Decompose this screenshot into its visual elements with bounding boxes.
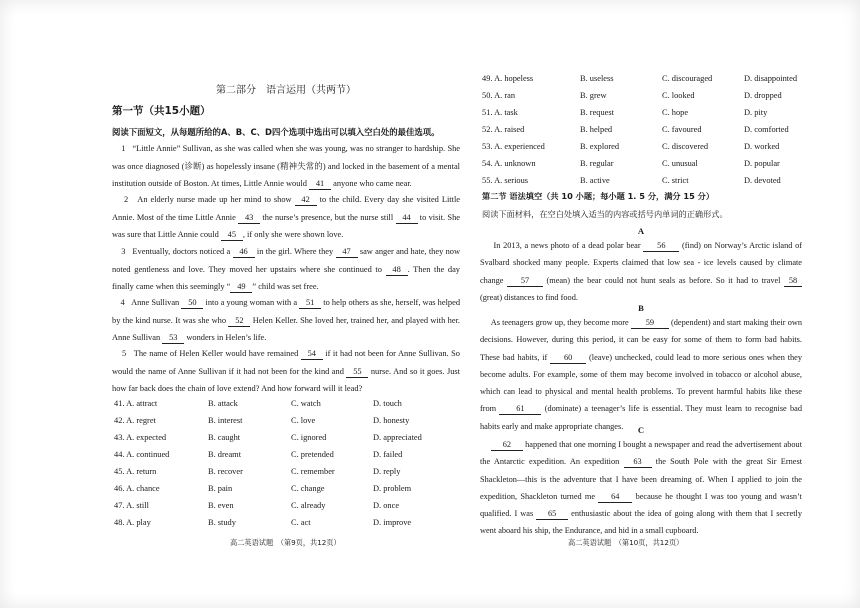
blank-51: 51 — [299, 297, 321, 309]
option-row-51: 51. A. task B. request C. hope D. pity — [482, 108, 768, 117]
blank-49: 49 — [230, 281, 252, 293]
blank-43: 43 — [238, 212, 260, 224]
blank-52: 52 — [228, 315, 250, 327]
option-row-49: 49. A. hopeless B. useless C. discouraged D. disappointed — [482, 74, 798, 83]
option-row-44: 44. A. continued B. dreamt C. pretended D. failed — [114, 450, 403, 459]
paragraph-5: 5 The name of Helen Keller would have remained 54 if it had not been for Anne Sullivan. So would the name of Anne Sullivan if it had not been for the kind and 55 nurse. And so it goes. Just how far back does the chain of love extend? And how forward will it lead? — [112, 349, 461, 394]
passage-c: 62 happened that one morning I bought a newspaper and read the advertisement about the Antarctic expedition. An expedition 63 the South Pole with the great Sir Ernest Shackleton—this is the adventure that I have been dreaming of. When I applied to join the expedition, Shackleton turned me 64 because he thought I was too young and wasn’t qualified. I was 65 enthusiastic about the idea of going along with them that I secretly went aboard his ship, the Endurance, and hid in a small cupboard. — [480, 440, 803, 536]
blank-47: 47 — [336, 246, 358, 258]
blank-60: 60 — [550, 352, 586, 364]
blank-50: 50 — [181, 297, 203, 309]
blank-57: 57 — [507, 275, 543, 287]
option-row-46: 46. A. chance B. pain C. change D. problem — [114, 484, 412, 493]
blank-45: 45 — [221, 229, 243, 241]
passage-a-letter: A — [637, 226, 645, 236]
option-row-43: 43. A. expected B. caught C. ignored D. appreciated — [114, 433, 422, 442]
passage-b-letter: B — [638, 303, 644, 313]
paragraph-1: 1 “Little Annie” Sullivan, as she was called when she was young, was no stranger to hardship. She was once diagnosed (诊断) as hopelessly insane (精神失常的) and locked in the basement of a mental institution outside of Boston. At times, Little Annie would 41 anyone who came near. — [112, 144, 461, 189]
blank-53: 53 — [162, 332, 184, 344]
right-page — [480, 0, 802, 608]
passage-b: As teenagers grow up, they become more 59 (dependent) and start making their own decisions. However, during this period, it can be easy for some of them to form bad habits. These bad habits, if 60 (leave) unchecked, could lead to more serious ones when they become adults. For example, some of them may become involved in tobacco or alcohol abuse, which can lead to physical and mental health problems. To prevent harmful habits like these from 61 (dominate) a teenager’s life is essential. They must learn to recognise bad habits early and make appropriate changes. — [480, 318, 802, 431]
part-title: 第一节（共15小题） — [112, 105, 211, 117]
blank-46: 46 — [233, 246, 255, 258]
blank-64: 64 — [598, 491, 632, 503]
blank-58: 58 — [784, 275, 802, 287]
blank-42: 42 — [295, 194, 317, 206]
passage-a: In 2013, a news photo of a dead polar bear 56 (find) on Norway’s Arctic island of Svalbard shocked many people. Experts claimed that low sea - ice levels caused by climate change 57 (mean) the bear could not hunt seals as before. So it had to travel 58 (great) distances to find food. — [480, 241, 802, 302]
blank-59: 59 — [631, 317, 669, 329]
page-footer-right: 高二英语试题 （第10页，共12页） — [568, 538, 684, 547]
blank-62: 62 — [491, 439, 523, 451]
option-row-50: 50. A. ran B. grew C. looked D. dropped — [482, 91, 782, 100]
option-row-41: 41. A. attract B. attack C. watch D. touch — [114, 399, 402, 408]
section2-instruction: 阅读下面材料，在空白处填入适当的内容或括号内单词的正确形式。 — [482, 209, 728, 219]
blank-48: 48 — [386, 264, 408, 276]
option-row-42: 42. A. regret B. interest C. love D. honesty — [114, 416, 410, 425]
blank-65: 65 — [536, 508, 568, 520]
left-page — [112, 0, 460, 608]
blank-56: 56 — [643, 240, 679, 252]
blank-44: 44 — [396, 212, 418, 224]
option-row-55: 55. A. serious B. active C. strict D. devoted — [482, 176, 781, 185]
blank-61: 61 — [499, 403, 541, 415]
section-title: 第二部分 语言运用（共两节） — [216, 85, 356, 96]
page-footer-left: 高二英语试题 （第9页，共12页） — [230, 538, 341, 547]
option-row-54: 54. A. unknown B. regular C. unusual D. popular — [482, 159, 780, 168]
blank-63: 63 — [624, 456, 652, 468]
instruction: 阅读下面短文，从每题所给的A、B、C、D四个选项中选出可以填入空白处的最佳选项。 — [112, 127, 440, 137]
passage-c-letter: C — [637, 425, 645, 435]
blank-55: 55 — [346, 366, 368, 378]
option-row-47: 47. A. still B. even C. already D. once — [114, 501, 400, 510]
blank-41: 41 — [309, 178, 331, 190]
option-row-52: 52. A. raised B. helped C. favoured D. comforted — [482, 125, 789, 134]
option-row-45: 45. A. return B. recover C. remember D. reply — [114, 467, 401, 476]
option-row-48: 48. A. play B. study C. act D. improve — [114, 518, 412, 527]
section2-title: 第二节 语法填空（共 10 小题；每小题 1. 5 分，满分 15 分） — [482, 191, 715, 201]
paragraph-4: 4 Anne Sullivan 50 into a young woman with a 51 to help others as she, herself, was helped by the kind nurse. It was she who 52 Helen Keller. She loved her, trained her, and played with her. Anne Sullivan 53 wonders in Helen’s life. — [112, 298, 461, 343]
option-row-53: 53. A. experienced B. explored C. discovered D. worked — [482, 142, 780, 151]
blank-54: 54 — [301, 348, 323, 360]
paragraph-3: 3 Eventually, doctors noticed a 46 in the girl. Where they 47 saw anger and hate, they now noted gentleness and love. They moved her upstairs where she continued to 48 . Then the day finally came when this seemingly “ 49 ” child was set free. — [112, 247, 460, 292]
paragraph-2: 2 An elderly nurse made up her mind to show 42 to the child. Every day she visited Little Annie. Most of the time Little Annie 43 the nurse’s presence, but the nurse still 44 to visit. She was sure that Little Annie could 45 , if only she were shown love. — [112, 195, 461, 240]
